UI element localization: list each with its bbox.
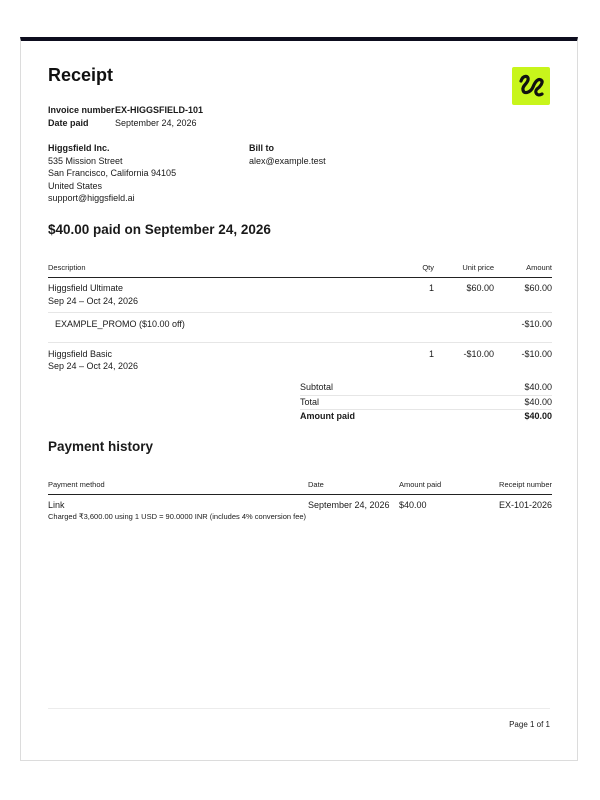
table-row xyxy=(48,495,552,527)
sender-city: San Francisco, California 94105 xyxy=(48,168,177,178)
subtotal-row xyxy=(300,381,552,396)
item-amount: -$10.00 xyxy=(521,348,552,359)
column-header: Date xyxy=(308,477,399,495)
item-unit-price: -$10.00 xyxy=(463,348,494,359)
item-description: Higgsfield Basic xyxy=(48,348,113,359)
receipt-number: EX-101-2026 xyxy=(498,500,552,510)
item-period: Sep 24 – Oct 24, 2026 xyxy=(48,295,139,306)
invoice-meta xyxy=(48,104,203,130)
bill-to-label: Bill to xyxy=(249,143,274,153)
item-description: Higgsfield Ultimate xyxy=(48,283,124,293)
sender-street: 535 Mission Street xyxy=(48,155,123,166)
total-row xyxy=(300,396,552,411)
page-number: Page 1 of 1 xyxy=(509,720,550,729)
item-qty: 1 xyxy=(428,348,434,359)
date-paid: September 24, 2026 xyxy=(115,118,197,128)
item-amount: $60.00 xyxy=(494,278,552,313)
column-header: Qty xyxy=(378,260,434,278)
item-qty: 1 xyxy=(378,278,434,313)
table-row xyxy=(48,313,552,343)
amount-paid-label: Amount paid xyxy=(300,411,355,421)
column-header: Receipt number xyxy=(469,477,552,495)
column-header: Amount paid xyxy=(399,477,469,495)
subtotal-label: Subtotal xyxy=(300,382,334,392)
promo-amount: -$10.00 xyxy=(494,313,552,343)
totals xyxy=(300,381,552,424)
subtotal-value: $40.00 xyxy=(524,382,552,392)
bill-to xyxy=(249,142,326,167)
column-header: Unit price xyxy=(434,260,494,278)
sender-email: support@higgsfield.ai xyxy=(48,193,135,203)
column-header: Payment method xyxy=(48,477,308,495)
promo-description: EXAMPLE_PROMO ($10.00 off) xyxy=(48,313,378,343)
amount-paid-row xyxy=(300,410,552,424)
item-period: Sep 24 – Oct 24, 2026 xyxy=(48,361,139,371)
total-label: Total xyxy=(300,396,320,407)
payment-method: Link xyxy=(48,500,65,510)
payment-amount: $40.00 xyxy=(399,500,427,510)
invoice-number: EX-HIGGSFIELD-101 xyxy=(115,105,204,115)
column-header: Description xyxy=(48,260,378,278)
sender-country: United States xyxy=(48,180,103,191)
amount-paid-value: $40.00 xyxy=(524,411,552,421)
item-unit-price: $60.00 xyxy=(434,278,494,313)
payment-date: September 24, 2026 xyxy=(308,500,390,510)
sender-name: Higgsfield Inc. xyxy=(48,143,110,153)
higgsfield-logo-icon xyxy=(512,67,550,105)
total-value: $40.00 xyxy=(524,396,552,407)
payment-conversion-note: Charged ₹3,600.00 using 1 USD = 90.0000 INR (includes 4% conversion fee) xyxy=(48,512,307,521)
date-paid-label: Date paid xyxy=(48,118,89,128)
payment-history-table xyxy=(48,477,552,526)
table-header-row xyxy=(48,477,552,495)
table-row xyxy=(48,342,552,378)
receipt-page xyxy=(20,37,578,761)
payment-summary: $40.00 paid on September 24, 2026 xyxy=(48,222,271,237)
bill-to-email: alex@example.test xyxy=(249,155,326,166)
table-header-row xyxy=(48,260,552,278)
invoice-number-label: Invoice number xyxy=(48,105,115,115)
table-row xyxy=(48,278,552,313)
footer-divider xyxy=(48,708,550,709)
payment-history-title: Payment history xyxy=(48,439,154,454)
column-header: Amount xyxy=(494,260,552,278)
sender-address xyxy=(48,142,176,205)
line-items-table xyxy=(48,260,552,378)
page-title: Receipt xyxy=(48,65,114,85)
